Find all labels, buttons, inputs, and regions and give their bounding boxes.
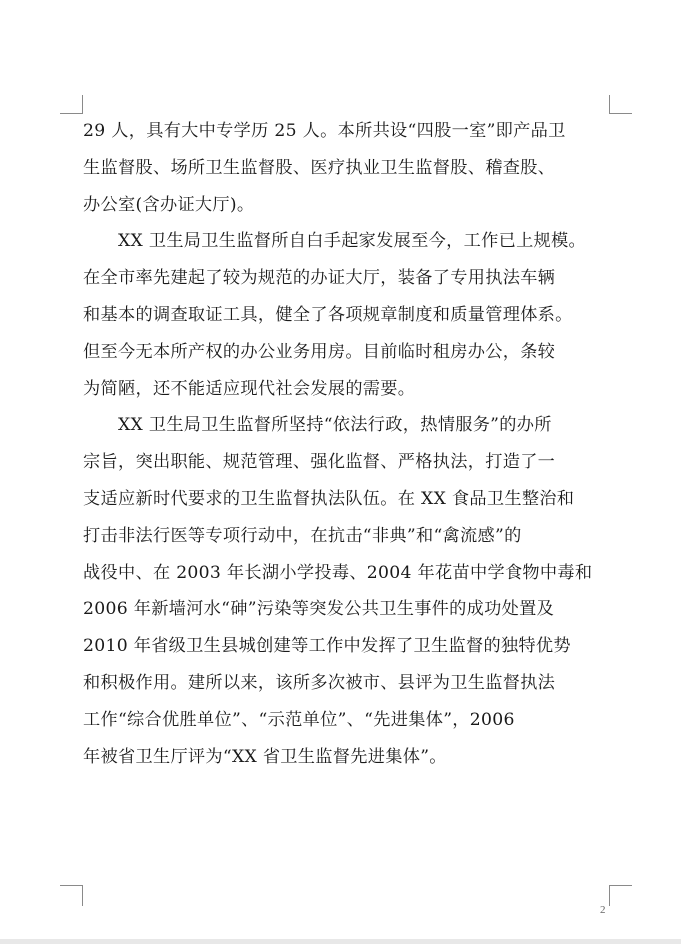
text-line: 工作“综合优胜单位”、“示范单位”、“先进集体”，2006 — [83, 709, 515, 730]
text-line: 和基本的调查取证工具，健全了各项规章制度和质量管理体系。 — [83, 304, 573, 325]
text-line: 但至今无本所产权的办公业务用房。目前临时租房办公，条较 — [83, 341, 556, 362]
text-line: 生监督股、场所卫生监督股、医疗执业卫生监督股、稽查股、 — [83, 157, 556, 178]
crop-mark-bottom-right — [609, 885, 632, 906]
crop-mark-top-left — [60, 95, 83, 114]
page-bottom-edge — [0, 939, 681, 944]
text-line: 打击非法行医等专项行动中，在抗击“非典”和“禽流感”的 — [83, 525, 522, 546]
text-line: 为简陋，还不能适应现代社会发展的需要。 — [83, 378, 416, 399]
text-line: 支适应新时代要求的卫生监督执法队伍。在 XX 食品卫生整治和 — [83, 488, 575, 509]
text-line: 在全市率先建起了较为规范的办证大厅，装备了专用执法车辆 — [83, 268, 556, 289]
paragraph-first-line: XX 卫生局卫生监督所坚持“依法行政，热情服务”的办所 — [118, 415, 552, 436]
text-line: 2010 年省级卫生县城创建等工作中发挥了卫生监督的独特优势 — [83, 636, 571, 657]
text-line: 宗旨，突出职能、规范管理、强化监督、严格执法，打造了一 — [83, 452, 556, 473]
crop-mark-bottom-left — [60, 885, 83, 906]
text-line: 办公室(含办证大厅)。 — [83, 194, 255, 215]
crop-mark-top-right — [609, 95, 632, 114]
body-text[interactable] — [83, 113, 609, 775]
text-line: 29 人，具有大中专学历 25 人。本所共设“四股一室”即产品卫 — [83, 121, 566, 141]
paragraph-first-line: XX 卫生局卫生监督所自白手起家发展至今，工作已上规模。 — [118, 231, 587, 252]
text-line: 年被省卫生厅评为“XX 省卫生监督先进集体”。 — [83, 746, 447, 767]
text-line: 和积极作用。建所以来，该所多次被市、县评为卫生监督执法 — [83, 672, 556, 693]
page-number: 2 — [600, 904, 606, 916]
text-line: 2006 年新墙河水“砷”污染等突发公共卫生事件的成功处置及 — [83, 599, 555, 620]
text-line: 战役中、在 2003 年长湖小学投毒、2004 年花苗中学食物中毒和 — [83, 562, 593, 583]
